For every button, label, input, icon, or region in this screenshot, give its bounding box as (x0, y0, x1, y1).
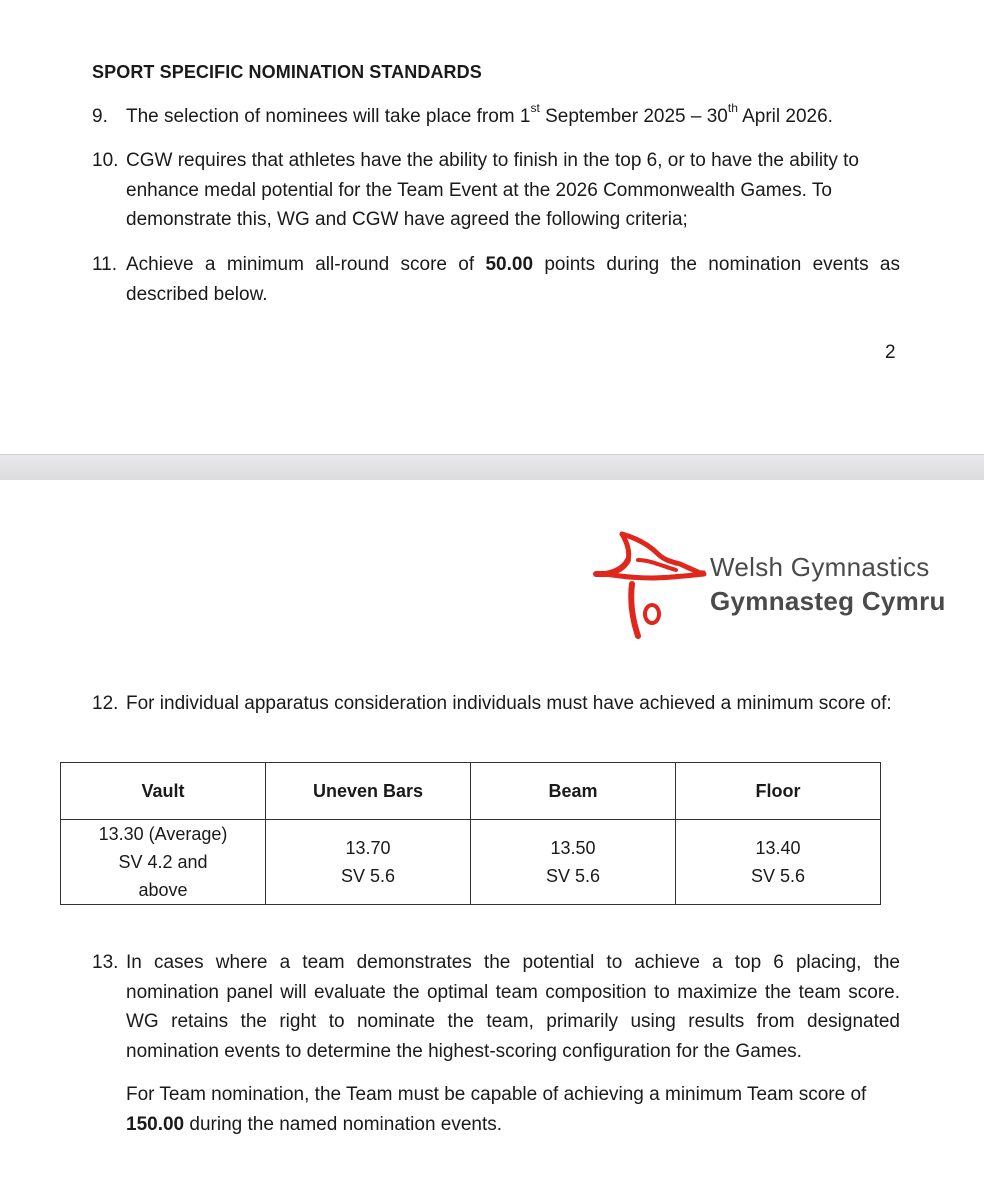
table-row (61, 820, 881, 905)
item-number: 11. (92, 254, 118, 275)
item-12 (92, 689, 900, 719)
dragon-logo-icon (592, 530, 712, 650)
item-11 (92, 250, 900, 309)
team-nomination-paragraph: For Team nomination, the Team must be capable of achieving a minimum Team score of 150.00 during the named nomination events. (126, 1084, 867, 1135)
page-separator (0, 454, 984, 481)
header-floor: Floor (676, 763, 881, 820)
item-text: The selection of nominees will take place from 1st September 2025 – 30th April 2026. (126, 100, 833, 127)
welsh-gymnastics-logo (592, 530, 962, 650)
item-text: In cases where a team demonstrates the potential to achieve a top 6 placing, the nomination panel will evaluate the optimal team composition to maximize the team score. WG retains the right to nominate the team, primarily using results from designated nomination events to determine the highest-scoring configuration for the Games. (126, 952, 900, 1062)
item-text: Achieve a minimum all-round score of 50.00 points during the nomination events as described below. (126, 254, 900, 305)
item-text: For individual apparatus consideration individuals must have achieved a minimum score of: (126, 693, 892, 714)
cell-uneven-bars: 13.70 SV 5.6 (266, 820, 471, 905)
item-10 (92, 146, 900, 235)
cell-floor: 13.40 SV 5.6 (676, 820, 881, 905)
minimum-score-table (60, 762, 881, 905)
item-number: 10. (92, 150, 119, 171)
page-number: 2 (885, 342, 896, 363)
item-13 (92, 948, 900, 1139)
page-2 (0, 480, 984, 1200)
table-header-row (61, 763, 881, 820)
item-number: 12. (92, 693, 119, 714)
header-vault: Vault (61, 763, 266, 820)
item-9 (92, 102, 900, 132)
cell-beam: 13.50 SV 5.6 (471, 820, 676, 905)
logo-text-welsh: Gymnasteg Cymru (710, 586, 946, 616)
section-heading: SPORT SPECIFIC NOMINATION STANDARDS (92, 62, 482, 82)
item-number: 9. (92, 106, 108, 127)
item-text: CGW requires that athletes have the ability to finish in the top 6, or to have the ability to enhance medal potential for the Team Event at the 2026 Commonwealth Games. To demonstrate this, WG and CGW have agreed the following criteria; (126, 150, 859, 230)
header-uneven-bars: Uneven Bars (266, 763, 471, 820)
item-number: 13. (92, 952, 119, 973)
page-1 (0, 0, 984, 454)
logo-text-english: Welsh Gymnastics (710, 552, 930, 582)
cell-vault: 13.30 (Average) SV 4.2 and above (61, 820, 266, 905)
header-beam: Beam (471, 763, 676, 820)
